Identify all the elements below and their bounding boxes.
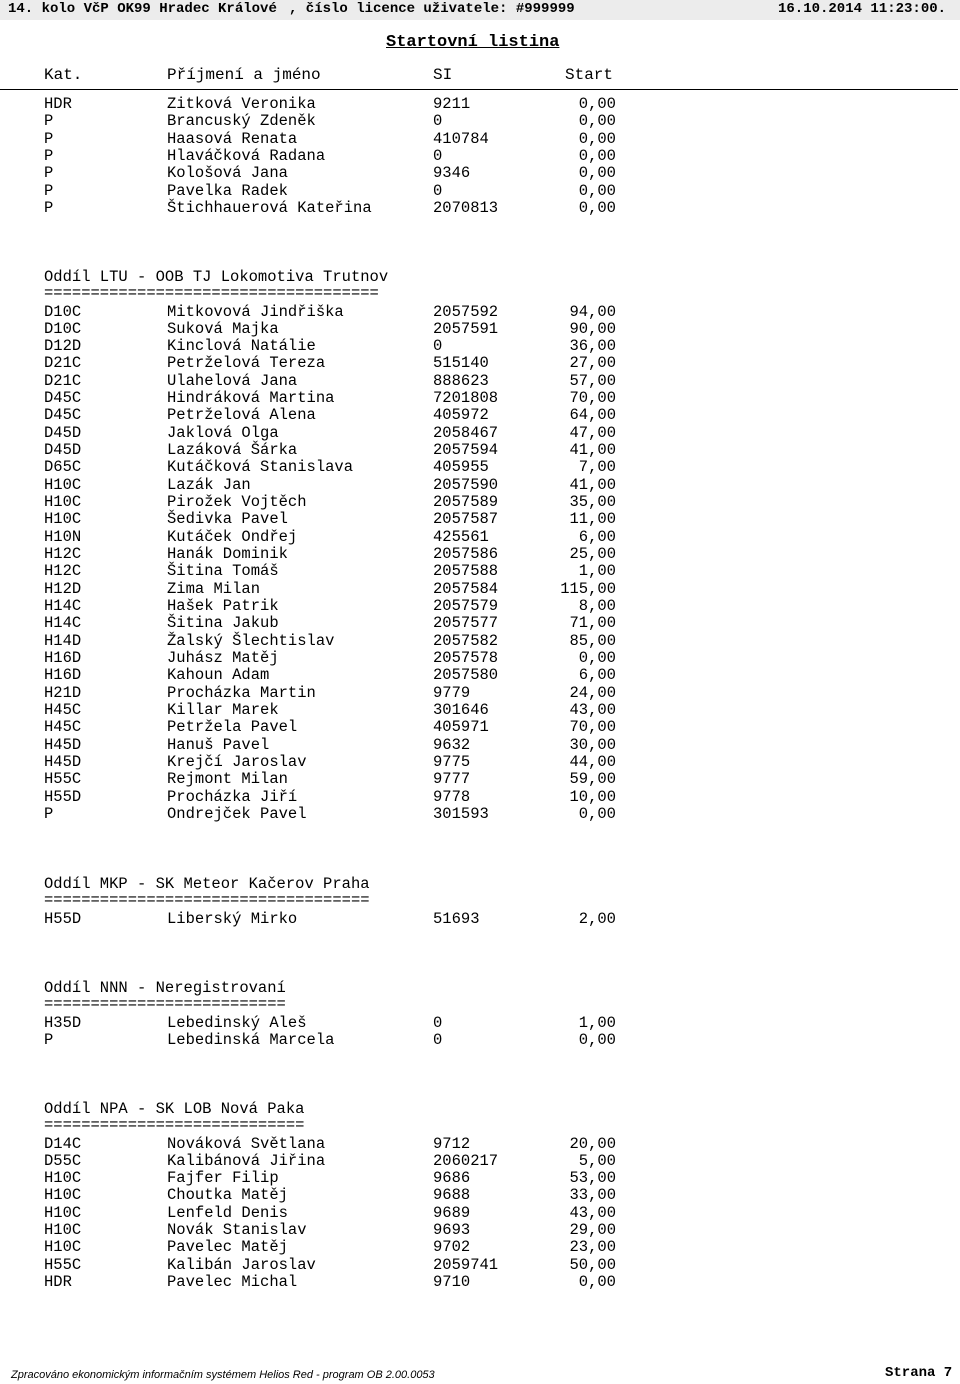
category-cell: D10C — [44, 319, 82, 338]
list-row — [0, 493, 960, 510]
category-cell: H10C — [44, 1186, 82, 1205]
category-cell: D21C — [44, 354, 82, 373]
si-cell: 2057594 — [433, 441, 499, 460]
start-cell: 7,00 — [578, 458, 616, 477]
section-underline: =================================== — [44, 895, 370, 905]
name-cell: Juhász Matěj — [167, 649, 279, 668]
start-cell: 1,00 — [578, 562, 616, 581]
si-cell: 301593 — [433, 805, 489, 824]
list-row — [0, 303, 960, 320]
list-row — [0, 528, 960, 545]
start-cell: 43,00 — [569, 1203, 616, 1222]
si-cell: 425561 — [433, 527, 489, 546]
start-cell: 94,00 — [569, 302, 616, 321]
list-row — [0, 562, 960, 579]
category-cell: D65C — [44, 458, 82, 477]
list-row — [0, 164, 960, 181]
list-row — [0, 337, 960, 354]
name-cell: Ulahelová Jana — [167, 371, 298, 390]
name-cell: Procházka Martin — [167, 683, 316, 702]
start-cell: 30,00 — [569, 735, 616, 754]
event-name: 14. kolo VčP OK99 Hradec Králové — [8, 1, 277, 17]
category-cell: H45D — [44, 735, 82, 754]
si-cell: 515140 — [433, 354, 489, 373]
category-cell: H10C — [44, 1238, 82, 1257]
list-row — [0, 372, 960, 389]
list-row — [0, 1221, 960, 1238]
footer-system: Zpracováno ekonomickým informačním systémem Helios Red - program OB 2.00.0053 — [11, 1369, 435, 1381]
list-row — [0, 718, 960, 735]
si-cell: 0 — [433, 146, 443, 165]
name-cell: Kalibánová Jiřina — [167, 1151, 326, 1170]
name-cell: Štichhauerová Kateřina — [167, 198, 372, 217]
list-row — [0, 632, 960, 649]
start-cell: 53,00 — [569, 1169, 616, 1188]
start-cell: 35,00 — [569, 493, 616, 512]
name-cell: Kološová Jana — [167, 164, 288, 183]
start-cell: 0,00 — [578, 146, 616, 165]
list-row — [0, 441, 960, 458]
name-cell: Pirožek Vojtěch — [167, 493, 307, 512]
start-cell: 5,00 — [578, 1151, 616, 1170]
list-row — [0, 545, 960, 562]
si-cell: 2057580 — [433, 666, 499, 685]
category-cell: H45C — [44, 718, 82, 737]
name-cell: Petrželová Tereza — [167, 354, 326, 373]
start-cell: 115,00 — [560, 579, 616, 598]
category-cell: H14C — [44, 614, 82, 633]
name-cell: Krejčí Jaroslav — [167, 753, 307, 772]
list-row — [0, 910, 960, 927]
col-name: Příjmení a jméno — [167, 66, 321, 84]
category-cell: H10C — [44, 1221, 82, 1240]
list-row — [0, 1256, 960, 1273]
si-cell: 9346 — [433, 164, 471, 183]
list-row — [0, 580, 960, 597]
category-cell: D12D — [44, 337, 82, 356]
page-title: Startovní listina — [386, 33, 560, 52]
list-row — [0, 770, 960, 787]
category-cell: H10N — [44, 527, 82, 546]
category-cell: H21D — [44, 683, 82, 702]
list-row — [0, 458, 960, 475]
name-cell: Lazáková Šárka — [167, 441, 298, 460]
category-cell: H45D — [44, 753, 82, 772]
start-cell: 90,00 — [569, 319, 616, 338]
start-cell: 59,00 — [569, 770, 616, 789]
si-cell: 9712 — [433, 1134, 471, 1153]
list-row — [0, 476, 960, 493]
name-cell: Mitkovová Jindřiška — [167, 302, 344, 321]
list-row — [0, 736, 960, 753]
start-cell: 0,00 — [578, 95, 616, 113]
si-cell: 2057577 — [433, 614, 499, 633]
list-row — [0, 666, 960, 683]
start-cell: 0,00 — [578, 805, 616, 824]
start-cell: 0,00 — [578, 649, 616, 668]
category-cell: P — [44, 198, 54, 217]
start-cell: 44,00 — [569, 753, 616, 772]
category-cell: D10C — [44, 302, 82, 321]
start-cell: 1,00 — [578, 1013, 616, 1032]
list-row — [0, 753, 960, 770]
name-cell: Killar Marek — [167, 701, 279, 720]
name-cell: Jaklová Olga — [167, 423, 279, 442]
category-cell: H14D — [44, 631, 82, 650]
category-cell: H10C — [44, 1203, 82, 1222]
category-cell: H10C — [44, 510, 82, 529]
si-cell: 9688 — [433, 1186, 471, 1205]
name-cell: Šitina Tomáš — [167, 562, 279, 581]
start-cell: 70,00 — [569, 718, 616, 737]
list-row — [0, 701, 960, 718]
category-cell: H12D — [44, 579, 82, 598]
category-cell: D45C — [44, 406, 82, 425]
list-row — [0, 788, 960, 805]
start-cell: 41,00 — [569, 475, 616, 494]
si-cell: 0 — [433, 1030, 443, 1049]
category-cell: HDR — [44, 95, 72, 113]
print-datetime: 16.10.2014 11:23:00. — [778, 1, 947, 17]
col-category: Kat. — [44, 66, 83, 84]
si-cell: 9779 — [433, 683, 471, 702]
si-cell: 2059741 — [433, 1255, 499, 1274]
category-cell: D45D — [44, 441, 82, 460]
name-cell: Lebedinský Aleš — [167, 1013, 307, 1032]
si-cell: 405955 — [433, 458, 489, 477]
si-cell: 888623 — [433, 371, 489, 390]
list-row — [0, 1014, 960, 1031]
si-cell: 51693 — [433, 909, 480, 928]
list-row — [0, 1204, 960, 1221]
col-si: SI — [433, 66, 453, 84]
si-cell: 410784 — [433, 129, 489, 148]
name-cell: Šitina Jakub — [167, 614, 279, 633]
si-cell: 9686 — [433, 1169, 471, 1188]
category-cell: H55D — [44, 787, 82, 806]
name-cell: Hanuš Pavel — [167, 735, 270, 754]
start-cell: 11,00 — [569, 510, 616, 529]
list-row — [0, 354, 960, 371]
name-cell: Choutka Matěj — [167, 1186, 288, 1205]
category-cell: H16D — [44, 666, 82, 685]
name-cell: Lebedinská Marcela — [167, 1030, 335, 1049]
si-cell: 9775 — [433, 753, 471, 772]
si-cell: 9778 — [433, 787, 471, 806]
start-cell: 29,00 — [569, 1221, 616, 1240]
start-cell: 50,00 — [569, 1255, 616, 1274]
list-row — [0, 805, 960, 822]
name-cell: Fajfer Filip — [167, 1169, 279, 1188]
category-cell: H55C — [44, 1255, 82, 1274]
category-cell: H12C — [44, 545, 82, 564]
name-cell: Zima Milan — [167, 579, 261, 598]
start-cell: 6,00 — [578, 666, 616, 685]
name-cell: Zitková Veronika — [167, 95, 316, 113]
si-cell: 0 — [433, 112, 443, 131]
start-cell: 41,00 — [569, 441, 616, 460]
name-cell: Žalský Šlechtislav — [167, 631, 335, 650]
si-cell: 9702 — [433, 1238, 471, 1257]
list-row — [0, 130, 960, 147]
name-cell: Haasová Renata — [167, 129, 298, 148]
start-cell: 20,00 — [569, 1134, 616, 1153]
list-row — [0, 424, 960, 441]
list-row — [0, 1273, 960, 1290]
page-number: Strana 7 — [885, 1365, 953, 1381]
category-cell: P — [44, 129, 54, 148]
section-title: Oddíl NNN - Neregistrovaní — [44, 979, 286, 997]
section-title: Oddíl LTU - OOB TJ Lokomotiva Trutnov — [44, 268, 389, 286]
name-cell: Hindráková Martina — [167, 389, 335, 408]
si-cell: 301646 — [433, 701, 489, 720]
category-cell: H10C — [44, 493, 82, 512]
list-row — [0, 320, 960, 337]
si-cell: 405971 — [433, 718, 489, 737]
list-row — [0, 199, 960, 216]
name-cell: Kalibán Jaroslav — [167, 1255, 316, 1274]
name-cell: Rejmont Milan — [167, 770, 288, 789]
si-cell: 2057589 — [433, 493, 499, 512]
start-cell: 0,00 — [578, 198, 616, 217]
si-cell: 2057592 — [433, 302, 499, 321]
si-cell: 2057590 — [433, 475, 499, 494]
start-cell: 70,00 — [569, 389, 616, 408]
name-cell: Šedivka Pavel — [167, 510, 288, 529]
start-cell: 0,00 — [578, 181, 616, 200]
start-cell: 10,00 — [569, 787, 616, 806]
start-cell: 24,00 — [569, 683, 616, 702]
category-cell: H14C — [44, 597, 82, 616]
name-cell: Procházka Jiří — [167, 787, 298, 806]
list-row — [0, 112, 960, 129]
category-cell: HDR — [44, 1273, 72, 1292]
si-cell: 2058467 — [433, 423, 499, 442]
si-cell: 2070813 — [433, 198, 499, 217]
si-cell: 9710 — [433, 1273, 471, 1292]
name-cell: Kahoun Adam — [167, 666, 270, 685]
si-cell: 2057588 — [433, 562, 499, 581]
category-cell: D45C — [44, 389, 82, 408]
licence-info: , číslo licence uživatele: #999999 — [289, 1, 575, 17]
category-cell: P — [44, 164, 54, 183]
start-cell: 85,00 — [569, 631, 616, 650]
name-cell: Hlaváčková Radana — [167, 146, 326, 165]
category-cell: H55D — [44, 909, 82, 928]
category-cell: D45D — [44, 423, 82, 442]
name-cell: Lazák Jan — [167, 475, 251, 494]
category-cell: H16D — [44, 649, 82, 668]
category-cell: P — [44, 146, 54, 165]
name-cell: Petrželová Alena — [167, 406, 316, 425]
start-cell: 6,00 — [578, 527, 616, 546]
list-row — [0, 597, 960, 614]
si-cell: 2057587 — [433, 510, 499, 529]
start-cell: 23,00 — [569, 1238, 616, 1257]
section-underline: ========================== — [44, 999, 286, 1009]
name-cell: Suková Majka — [167, 319, 279, 338]
list-row — [0, 1135, 960, 1152]
category-cell: P — [44, 805, 54, 824]
list-row — [0, 614, 960, 631]
start-cell: 0,00 — [578, 1273, 616, 1292]
start-cell: 64,00 — [569, 406, 616, 425]
name-cell: Nováková Světlana — [167, 1134, 326, 1153]
category-cell: H10C — [44, 1169, 82, 1188]
si-cell: 2057582 — [433, 631, 499, 650]
si-cell: 0 — [433, 181, 443, 200]
start-cell: 71,00 — [569, 614, 616, 633]
name-cell: Hašek Patrik — [167, 597, 279, 616]
list-row — [0, 389, 960, 406]
category-cell: H35D — [44, 1013, 82, 1032]
name-cell: Lenfeld Denis — [167, 1203, 288, 1222]
name-cell: Liberský Mirko — [167, 909, 298, 928]
si-cell: 9211 — [433, 95, 471, 113]
name-cell: Pavelec Matěj — [167, 1238, 288, 1257]
start-cell: 0,00 — [578, 112, 616, 131]
si-cell: 405972 — [433, 406, 489, 425]
name-cell: Brancuský Zdeněk — [167, 112, 316, 131]
name-cell: Ondrejček Pavel — [167, 805, 307, 824]
start-cell: 57,00 — [569, 371, 616, 390]
list-row — [0, 1031, 960, 1048]
category-cell: P — [44, 112, 54, 131]
start-cell: 2,00 — [578, 909, 616, 928]
start-cell: 0,00 — [578, 1030, 616, 1049]
name-cell: Petržela Pavel — [167, 718, 298, 737]
si-cell: 2057586 — [433, 545, 499, 564]
name-cell: Pavelka Radek — [167, 181, 288, 200]
category-cell: H12C — [44, 562, 82, 581]
category-cell: P — [44, 1030, 54, 1049]
si-cell: 9632 — [433, 735, 471, 754]
section-title: Oddíl NPA - SK LOB Nová Paka — [44, 1100, 305, 1118]
name-cell: Kutáčková Stanislava — [167, 458, 354, 477]
start-cell: 43,00 — [569, 701, 616, 720]
section-underline: ==================================== — [44, 288, 379, 298]
category-cell: H55C — [44, 770, 82, 789]
list-row — [0, 649, 960, 666]
start-cell: 8,00 — [578, 597, 616, 616]
si-cell: 2060217 — [433, 1151, 499, 1170]
page-header — [0, 0, 960, 20]
list-row — [0, 1152, 960, 1169]
section-title: Oddíl MKP - SK Meteor Kačerov Praha — [44, 875, 370, 893]
section-underline: ============================ — [44, 1120, 305, 1130]
name-cell: Novák Stanislav — [167, 1221, 307, 1240]
start-cell: 25,00 — [569, 545, 616, 564]
start-cell: 0,00 — [578, 164, 616, 183]
name-cell: Kutáček Ondřej — [167, 527, 298, 546]
name-cell: Hanák Dominik — [167, 545, 288, 564]
start-cell: 47,00 — [569, 423, 616, 442]
list-row — [0, 147, 960, 164]
si-cell: 2057584 — [433, 579, 499, 598]
si-cell: 7201808 — [433, 389, 499, 408]
category-cell: D14C — [44, 1134, 82, 1153]
col-start: Start — [565, 66, 614, 84]
list-row — [0, 182, 960, 199]
si-cell: 2057578 — [433, 649, 499, 668]
start-cell: 33,00 — [569, 1186, 616, 1205]
category-cell: H45C — [44, 701, 82, 720]
si-cell: 0 — [433, 1013, 443, 1032]
list-row — [0, 406, 960, 423]
si-cell: 2057591 — [433, 319, 499, 338]
column-headers — [0, 66, 960, 88]
start-cell: 36,00 — [569, 337, 616, 356]
si-cell: 0 — [433, 337, 443, 356]
start-cell: 27,00 — [569, 354, 616, 373]
si-cell: 9777 — [433, 770, 471, 789]
name-cell: Pavelec Michal — [167, 1273, 298, 1292]
list-row — [0, 95, 960, 112]
category-cell: D55C — [44, 1151, 82, 1170]
category-cell: P — [44, 181, 54, 200]
name-cell: Kinclová Natálie — [167, 337, 316, 356]
list-row — [0, 1238, 960, 1255]
si-cell: 9689 — [433, 1203, 471, 1222]
list-row — [0, 684, 960, 701]
category-cell: H10C — [44, 475, 82, 494]
list-row — [0, 1186, 960, 1203]
si-cell: 2057579 — [433, 597, 499, 616]
list-row — [0, 1169, 960, 1186]
category-cell: D21C — [44, 371, 82, 390]
start-cell: 0,00 — [578, 129, 616, 148]
si-cell: 9693 — [433, 1221, 471, 1240]
list-row — [0, 510, 960, 527]
header-rule — [0, 89, 958, 90]
